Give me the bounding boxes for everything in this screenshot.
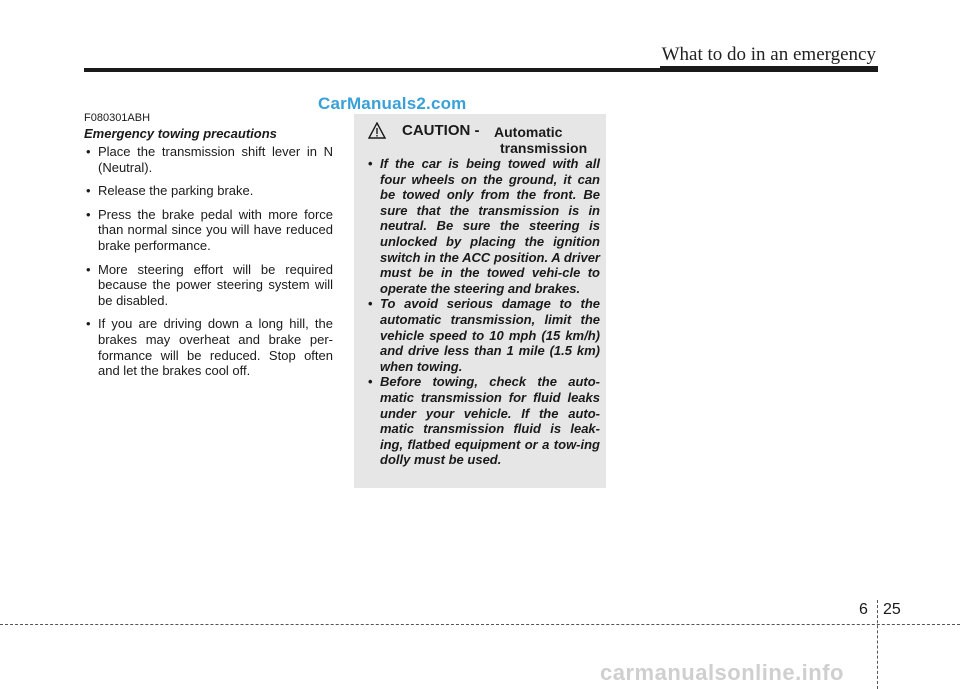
caution-subtitle-line2: transmission bbox=[500, 140, 588, 156]
chapter-number: 6 bbox=[859, 601, 868, 618]
footer-rule bbox=[0, 624, 960, 625]
caution-subtitle bbox=[494, 124, 614, 156]
watermark-logo: CarManuals2.com bbox=[318, 94, 467, 113]
caution-item: • If the car is being towed with all four wheels on the ground, it can be towed only from the front. Be sure that the transmission is in neutral. Be sure the steering is unlocked by placing the ignition switch in the ACC position. A driver must be in the towed vehi-cle to operate the steering and brakes. bbox=[366, 156, 600, 296]
caution-box bbox=[354, 114, 606, 488]
caution-item: • Before towing, check the auto-matic transmission for fluid leaks under your vehicle. If the auto-matic transmission fluid is leak-ing, flatbed equipment or a tow-ing dolly must be used. bbox=[366, 374, 600, 468]
header-rule-accent bbox=[660, 66, 878, 72]
caution-item: • To avoid serious damage to the automatic transmission, limit the vehicle speed to 10 mph (15 km/h) and drive less than 1 mile (1.5 km) when towing. bbox=[366, 296, 600, 374]
list-item: • More steering effort will be required because the power steering system will be disabled. bbox=[84, 262, 333, 309]
towing-precautions-list bbox=[84, 144, 333, 387]
section-code: F080301ABH bbox=[84, 112, 151, 124]
caution-subtitle-line1: Automatic bbox=[494, 124, 563, 140]
page-number: 25 bbox=[883, 601, 901, 618]
list-item: • Press the brake pedal with more force than normal since you will have reduced brake performance. bbox=[84, 207, 333, 254]
footer-divider bbox=[877, 600, 878, 689]
section-title: Emergency towing precautions bbox=[84, 126, 277, 141]
chapter-header-title: What to do in an emergency bbox=[661, 44, 876, 65]
caution-list bbox=[366, 156, 600, 468]
warning-triangle-icon bbox=[368, 122, 386, 140]
list-item: • If you are driving down a long hill, the brakes may overheat and brake per-formance will be reduced. Stop often and let the brakes cool off. bbox=[84, 316, 333, 378]
list-item: • Place the transmission shift lever in N (Neutral). bbox=[84, 144, 333, 175]
footer-watermark: carmanualsonline.info bbox=[600, 660, 844, 685]
caution-label: CAUTION - bbox=[402, 122, 480, 139]
list-item: • Release the parking brake. bbox=[84, 183, 333, 199]
